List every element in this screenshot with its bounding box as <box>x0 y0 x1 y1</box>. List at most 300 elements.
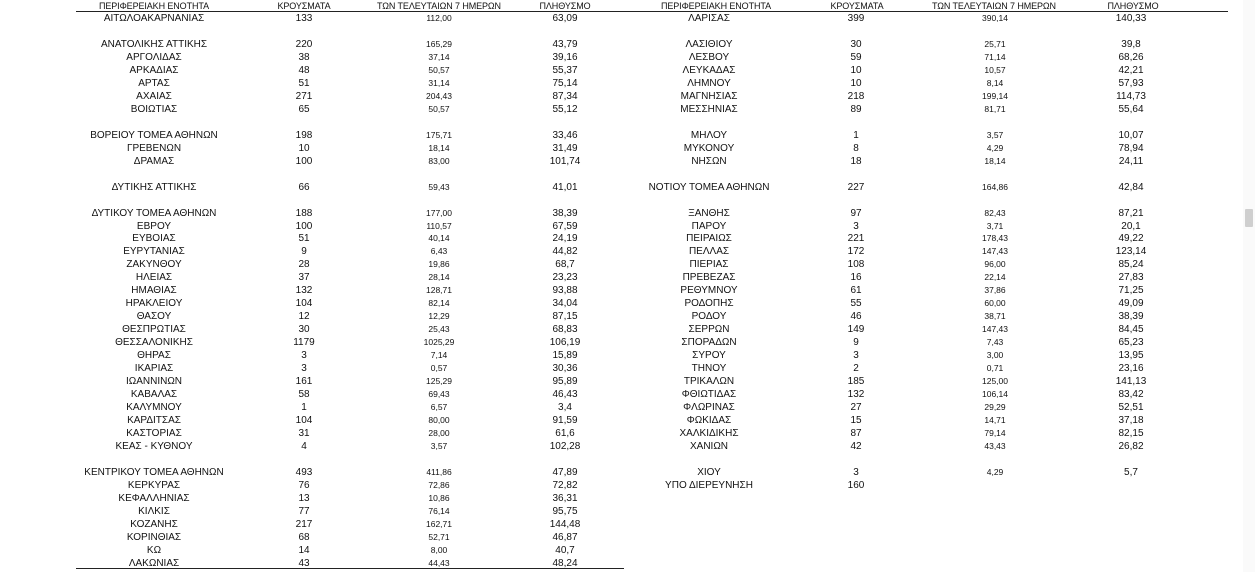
region-name: ΘΑΣΟΥ <box>136 311 172 323</box>
last7-value: 60,00 <box>984 298 1006 309</box>
population-value: 23,23 <box>552 272 578 284</box>
last7-value: 50,57 <box>428 64 450 75</box>
cases-value: 55 <box>850 298 862 310</box>
table-row <box>0 245 1240 258</box>
population-value: 72,82 <box>552 479 578 491</box>
population-value: 67,59 <box>552 220 578 232</box>
table-row <box>0 271 1240 284</box>
table-row <box>0 375 1240 388</box>
table-row <box>0 232 1240 245</box>
last7-value: 147,43 <box>982 246 1008 257</box>
population-value: 43,79 <box>552 38 578 50</box>
last7-value: 31,14 <box>428 77 450 88</box>
region-name: ΚΑΡΔΙΤΣΑΣ <box>127 415 181 427</box>
last7-value: 3,57 <box>986 129 1004 140</box>
region-name: ΜΥΚΟΝΟΥ <box>683 142 735 154</box>
last7-value: 37,86 <box>984 285 1006 296</box>
last7-value: 28,14 <box>428 272 450 283</box>
region-name: ΚΟΖΑΝΗΣ <box>130 518 178 530</box>
population-value: 38,39 <box>1118 311 1144 323</box>
region-name: ΗΜΑΘΙΑΣ <box>131 285 177 297</box>
population-value: 106,19 <box>549 337 581 349</box>
region-name: ΛΑΚΩΝΙΑΣ <box>128 557 180 569</box>
population-value: 87,34 <box>552 90 578 102</box>
last7-value: 28,00 <box>428 428 450 439</box>
cases-value: 149 <box>847 324 865 336</box>
region-name: ΘΗΡΑΣ <box>137 350 171 362</box>
cases-value: 100 <box>295 155 313 167</box>
header-population-left: ΠΛΗΘΥΣΜΟ <box>539 1 591 11</box>
table-row <box>0 181 1240 194</box>
population-value: 82,15 <box>1118 428 1144 440</box>
table-row <box>0 155 1240 168</box>
table-row <box>0 323 1240 336</box>
cases-value: 12 <box>298 311 310 323</box>
population-value: 5,7 <box>1124 466 1138 478</box>
region-name: ΛΑΣΙΘΙΟΥ <box>685 38 733 50</box>
table-row <box>0 142 1240 155</box>
population-value: 15,89 <box>552 350 578 362</box>
population-value: 48,24 <box>552 557 578 569</box>
last7-value: 199,14 <box>982 90 1008 101</box>
cases-value: 9 <box>853 337 859 349</box>
table-row <box>0 297 1240 310</box>
population-value: 141,13 <box>1115 376 1147 388</box>
region-name: ΡΟΔΟΠΗΣ <box>684 298 734 310</box>
region-name: ΥΠΟ ΔΙΕΡΕΥΝΗΣΗ <box>665 479 753 491</box>
population-value: 30,36 <box>552 363 578 375</box>
population-value: 23,16 <box>1118 363 1144 375</box>
last7-value: 165,29 <box>426 38 452 49</box>
table-row <box>0 168 1240 181</box>
population-value: 52,51 <box>1118 402 1144 414</box>
cases-value: 9 <box>301 246 307 258</box>
population-value: 34,04 <box>552 298 578 310</box>
cases-value: 271 <box>295 90 313 102</box>
population-value: 37,18 <box>1118 415 1144 427</box>
population-value: 36,31 <box>552 492 578 504</box>
population-value: 78,94 <box>1118 142 1144 154</box>
cases-value: 8 <box>853 142 859 154</box>
population-value: 46,43 <box>552 389 578 401</box>
cases-value: 3 <box>853 220 859 232</box>
population-value: 39,8 <box>1121 38 1141 50</box>
region-name: ΠΕΛΛΑΣ <box>688 246 730 258</box>
region-name: ΧΑΝΙΩΝ <box>689 441 729 452</box>
population-value: 39,16 <box>552 51 578 63</box>
header-last7-left: ΤΩΝ ΤΕΛΕΥΤΑΙΩΝ 7 ΗΜΕΡΩΝ <box>377 1 501 11</box>
last7-value: 125,29 <box>426 376 452 387</box>
region-name: ΝΗΣΩΝ <box>691 155 727 167</box>
footer-underline <box>76 568 624 569</box>
last7-value: 12,29 <box>428 311 450 322</box>
last7-value: 10,86 <box>428 492 450 503</box>
region-name: ΖΑΚΥΝΘΟΥ <box>126 259 182 271</box>
table-row <box>0 544 1240 557</box>
population-value: 42,21 <box>1118 64 1144 76</box>
population-value: 24,19 <box>552 233 578 245</box>
last7-value: 59,43 <box>428 181 450 192</box>
last7-value: 69,43 <box>428 389 450 400</box>
last7-value: 19,86 <box>428 259 450 270</box>
population-value: 57,93 <box>1118 77 1144 89</box>
last7-value: 25,43 <box>428 324 450 335</box>
last7-value: 125,00 <box>982 376 1008 387</box>
last7-value: 43,43 <box>984 441 1006 451</box>
population-value: 31,49 <box>552 142 578 154</box>
table-row <box>0 401 1240 414</box>
cases-value: 43 <box>298 557 310 569</box>
region-name: ΣΥΡΟΥ <box>692 350 726 362</box>
region-name: ΛΑΡΙΣΑΣ <box>688 13 730 24</box>
last7-value: 76,14 <box>428 505 450 516</box>
cases-value: 217 <box>295 518 313 530</box>
last7-value: 0,71 <box>986 363 1004 374</box>
region-name: ΜΗΛΟΥ <box>690 129 728 141</box>
last7-value: 7,43 <box>986 337 1004 348</box>
region-name: ΚΩ <box>146 544 162 556</box>
last7-value: 10,57 <box>984 64 1006 75</box>
region-name: ΑΡΓΟΛΙΔΑΣ <box>126 51 182 63</box>
region-name: ΞΑΝΘΗΣ <box>688 207 730 219</box>
table-row <box>0 440 1240 453</box>
scrollbar-thumb[interactable] <box>1245 209 1253 227</box>
last7-value: 3,57 <box>430 441 448 451</box>
cases-value: 399 <box>847 13 865 24</box>
cases-value: 65 <box>298 103 310 115</box>
population-value: 68,7 <box>555 259 575 271</box>
cases-value: 14 <box>298 544 310 556</box>
last7-value: 83,00 <box>428 155 450 166</box>
table-row <box>0 25 1240 38</box>
population-value: 87,15 <box>552 311 578 323</box>
population-value: 26,82 <box>1118 441 1144 452</box>
region-name: ΙΩΑΝΝΙΝΩΝ <box>125 376 183 388</box>
population-value: 101,74 <box>549 155 581 167</box>
region-name: ΑΡΚΑΔΙΑΣ <box>129 64 179 76</box>
last7-value: 204,43 <box>426 90 452 101</box>
region-name: ΔΡΑΜΑΣ <box>133 155 175 167</box>
last7-value: 79,14 <box>984 428 1006 439</box>
region-name: ΑΧΑΙΑΣ <box>136 90 172 102</box>
last7-value: 177,00 <box>426 207 452 218</box>
header-last7-right: ΤΩΝ ΤΕΛΕΥΤΑΙΩΝ 7 ΗΜΕΡΩΝ <box>932 1 1056 11</box>
last7-value: 3,71 <box>986 220 1004 231</box>
cases-value: 3 <box>301 363 307 375</box>
scrollbar-track[interactable] <box>1243 0 1255 572</box>
table-row <box>0 12 1240 25</box>
cases-value: 58 <box>298 389 310 401</box>
region-name: ΤΡΙΚΑΛΩΝ <box>683 376 735 388</box>
cases-value: 37 <box>298 272 310 284</box>
cases-value: 51 <box>298 77 310 89</box>
region-name: ΕΥΒΟΙΑΣ <box>132 233 176 245</box>
cases-value: 218 <box>847 90 865 102</box>
region-name: ΑΡΤΑΣ <box>138 77 170 89</box>
last7-value: 4,29 <box>986 142 1004 153</box>
region-name: ΙΚΑΡΙΑΣ <box>134 363 174 375</box>
table-row <box>0 518 1240 531</box>
region-name: ΧΑΛΚΙΔΙΚΗΣ <box>679 428 739 440</box>
cases-value: 132 <box>295 285 313 297</box>
region-name: ΣΕΡΡΩΝ <box>688 324 730 336</box>
last7-value: 40,14 <box>428 233 450 244</box>
table-row <box>0 531 1240 544</box>
population-value: 87,21 <box>1118 207 1144 219</box>
population-value: 55,37 <box>552 64 578 76</box>
last7-value: 82,14 <box>428 298 450 309</box>
last7-value: 71,14 <box>984 51 1006 62</box>
cases-value: 30 <box>298 324 310 336</box>
cases-value: 31 <box>298 428 310 440</box>
cases-value: 220 <box>295 38 313 50</box>
last7-value: 1025,29 <box>423 337 455 348</box>
population-value: 102,28 <box>549 441 581 452</box>
cases-value: 76 <box>298 479 310 491</box>
table-row <box>0 51 1240 64</box>
table-row <box>0 90 1240 103</box>
cases-value: 30 <box>850 38 862 50</box>
region-name: ΒΟΡΕΙΟΥ ΤΟΜΕΑ ΑΘΗΝΩΝ <box>90 129 218 141</box>
region-name: ΠΑΡΟΥ <box>691 220 727 232</box>
last7-value: 128,71 <box>426 285 452 296</box>
region-name: ΗΛΕΙΑΣ <box>135 272 173 284</box>
cases-value: 97 <box>850 207 862 219</box>
region-name: ΓΡΕΒΕΝΩΝ <box>126 142 182 154</box>
region-name: ΛΕΥΚΑΔΑΣ <box>682 64 736 76</box>
cases-value: 68 <box>298 531 310 543</box>
cases-value: 172 <box>847 246 865 258</box>
cases-value: 42 <box>850 441 862 452</box>
last7-value: 8,14 <box>986 77 1004 88</box>
cases-value: 10 <box>850 64 862 76</box>
population-value: 41,01 <box>552 181 578 193</box>
region-name: ΚΕΡΚΥΡΑΣ <box>127 479 181 491</box>
population-value: 55,64 <box>1118 103 1144 115</box>
table-row <box>0 220 1240 233</box>
region-name: ΚΙΛΚΙΣ <box>138 505 170 517</box>
last7-value: 8,00 <box>430 544 448 555</box>
cases-value: 28 <box>298 259 310 271</box>
last7-value: 22,14 <box>984 272 1006 283</box>
cases-value: 10 <box>850 77 862 89</box>
table-row <box>0 388 1240 401</box>
region-name: ΠΙΕΡΙΑΣ <box>689 259 729 271</box>
cases-value: 89 <box>850 103 862 115</box>
population-value: 38,39 <box>552 207 578 219</box>
population-value: 91,59 <box>552 415 578 427</box>
population-value: 68,26 <box>1118 51 1144 63</box>
region-name: ΜΕΣΣΗΝΙΑΣ <box>680 103 738 115</box>
population-value: 3,4 <box>558 402 572 414</box>
last7-value: 112,00 <box>426 13 452 23</box>
population-value: 95,89 <box>552 376 578 388</box>
population-value: 84,45 <box>1118 324 1144 336</box>
last7-value: 7,14 <box>430 350 448 361</box>
table-row <box>0 77 1240 90</box>
last7-value: 14,71 <box>984 415 1006 426</box>
population-value: 123,14 <box>1115 246 1147 258</box>
cases-value: 3 <box>853 350 859 362</box>
population-value: 144,48 <box>549 518 581 530</box>
population-value: 114,73 <box>1116 90 1146 102</box>
region-name: ΝΟΤΙΟΥ ΤΟΜΕΑ ΑΘΗΝΩΝ <box>648 181 770 193</box>
last7-value: 164,86 <box>982 181 1008 192</box>
cases-value: 133 <box>295 13 313 24</box>
cases-value: 161 <box>295 376 313 388</box>
table-row <box>0 414 1240 427</box>
table-row <box>0 116 1240 129</box>
population-value: 140,33 <box>1115 13 1147 24</box>
table-row <box>0 362 1240 375</box>
cases-value: 59 <box>850 51 862 63</box>
population-value: 47,89 <box>552 466 578 478</box>
population-value: 63,09 <box>552 13 578 24</box>
population-value: 71,25 <box>1118 285 1144 297</box>
cases-value: 493 <box>295 466 313 478</box>
region-name: ΜΑΓΝΗΣΙΑΣ <box>680 90 738 102</box>
cases-value: 104 <box>295 415 313 427</box>
population-value: 33,46 <box>552 129 578 141</box>
cases-value: 2 <box>853 363 859 375</box>
table-row <box>0 284 1240 297</box>
table-row <box>0 258 1240 271</box>
last7-value: 72,86 <box>428 479 450 490</box>
region-name: ΚΕΝΤΡΙΚΟΥ ΤΟΜΕΑ ΑΘΗΝΩΝ <box>84 466 224 478</box>
last7-value: 4,29 <box>986 466 1004 477</box>
population-value: 75,14 <box>552 77 578 89</box>
last7-value: 82,43 <box>984 207 1006 218</box>
population-value: 55,12 <box>552 103 578 115</box>
region-name: ΡΕΘΥΜΝΟΥ <box>680 285 738 297</box>
population-value: 27,83 <box>1118 272 1144 284</box>
last7-value: 44,43 <box>428 557 450 568</box>
cases-value: 16 <box>850 272 862 284</box>
population-value: 95,75 <box>552 505 578 517</box>
last7-value: 18,14 <box>428 142 450 153</box>
population-value: 68,83 <box>552 324 578 336</box>
cases-value: 61 <box>850 285 862 297</box>
cases-value: 104 <box>295 298 313 310</box>
last7-value: 50,57 <box>428 103 450 114</box>
last7-value: 110,57 <box>426 220 452 231</box>
cases-value: 188 <box>295 207 313 219</box>
region-name: ΔΥΤΙΚΗΣ ΑΤΤΙΚΗΣ <box>111 181 197 193</box>
header-cases-right: ΚΡΟΥΣΜΑΤΑ <box>830 1 884 11</box>
region-name: ΑΙΤΩΛΟΑΚΑΡΝΑΝΙΑΣ <box>103 13 205 24</box>
region-name: ΘΕΣΠΡΩΤΙΑΣ <box>122 324 186 336</box>
last7-value: 411,86 <box>426 466 452 477</box>
cases-value: 132 <box>847 389 865 401</box>
header-region-left: ΠΕΡΙΦΕΡΕΙΑΚΗ ΕΝΟΤΗΤΑ <box>98 1 210 11</box>
population-value: 42,84 <box>1118 181 1144 193</box>
region-name: ΚΕΑΣ - ΚΥΘΝΟΥ <box>115 441 193 452</box>
last7-value: 29,29 <box>984 402 1006 413</box>
cases-value: 46 <box>850 311 862 323</box>
table-row <box>0 453 1240 466</box>
population-value: 65,23 <box>1118 337 1144 349</box>
table-row <box>0 479 1240 492</box>
last7-value: 81,71 <box>984 103 1006 114</box>
table-row <box>0 194 1240 207</box>
table-row <box>0 505 1240 518</box>
cases-value: 1 <box>301 402 307 414</box>
cases-value: 87 <box>850 428 862 440</box>
region-name: ΚΑΣΤΟΡΙΑΣ <box>126 428 182 440</box>
cases-value: 160 <box>847 479 865 491</box>
cases-value: 185 <box>847 376 865 388</box>
last7-value: 3,00 <box>986 350 1004 361</box>
last7-value: 162,71 <box>426 518 452 529</box>
region-name: ΛΕΣΒΟΥ <box>688 51 730 63</box>
cases-value: 3 <box>853 466 859 478</box>
cases-value: 18 <box>850 155 862 167</box>
cases-value: 27 <box>850 402 862 414</box>
cases-value: 221 <box>847 233 865 245</box>
last7-value: 106,14 <box>982 389 1008 400</box>
region-name: ΦΩΚΙΔΑΣ <box>686 415 732 427</box>
last7-value: 175,71 <box>426 129 452 140</box>
population-value: 49,09 <box>1118 298 1144 310</box>
region-name: ΠΡΕΒΕΖΑΣ <box>682 272 736 284</box>
region-name: ΦΛΩΡΙΝΑΣ <box>683 402 735 414</box>
last7-value: 390,14 <box>982 13 1008 23</box>
population-value: 40,7 <box>555 544 575 556</box>
table-row <box>0 64 1240 77</box>
population-value: 61,6 <box>555 428 575 440</box>
table-row <box>0 492 1240 505</box>
region-name: ΚΟΡΙΝΘΙΑΣ <box>126 531 182 543</box>
region-name: ΒΟΙΩΤΙΑΣ <box>130 103 178 115</box>
population-value: 44,82 <box>552 246 578 258</box>
last7-value: 52,71 <box>428 531 450 542</box>
last7-value: 25,71 <box>984 38 1006 49</box>
cases-value: 77 <box>298 505 310 517</box>
region-name: ΚΑΒΑΛΑΣ <box>130 389 178 401</box>
last7-value: 18,14 <box>984 155 1006 166</box>
cases-value: 1179 <box>293 337 315 349</box>
region-name: ΘΕΣΣΑΛΟΝΙΚΗΣ <box>115 337 193 349</box>
header-population-right: ΠΛΗΘΥΣΜΟ <box>1107 1 1159 11</box>
population-value: 20,1 <box>1121 220 1141 232</box>
region-name: ΕΥΡΥΤΑΝΙΑΣ <box>123 246 185 258</box>
region-name: ΕΒΡΟΥ <box>136 220 172 232</box>
last7-value: 37,14 <box>428 51 450 62</box>
region-name: ΣΠΟΡΑΔΩΝ <box>681 337 737 349</box>
table-row <box>0 466 1240 479</box>
cases-value: 48 <box>298 64 310 76</box>
table-row <box>0 349 1240 362</box>
table-row <box>0 129 1240 142</box>
region-name: ΗΡΑΚΛΕΙΟΥ <box>125 298 183 310</box>
last7-value: 38,71 <box>984 311 1006 322</box>
last7-value: 0,57 <box>430 363 448 374</box>
cases-value: 13 <box>298 492 310 504</box>
region-name: ΑΝΑΤΟΛΙΚΗΣ ΑΤΤΙΚΗΣ <box>100 38 208 50</box>
population-value: 85,24 <box>1118 259 1144 271</box>
table-row <box>0 103 1240 116</box>
table-row <box>0 336 1240 349</box>
cases-value: 108 <box>847 259 865 271</box>
last7-value: 96,00 <box>984 259 1006 270</box>
region-name: ΡΟΔΟΥ <box>691 311 727 323</box>
cases-value: 51 <box>298 233 310 245</box>
cases-value: 3 <box>301 350 307 362</box>
cases-value: 4 <box>301 441 307 452</box>
population-value: 46,87 <box>552 531 578 543</box>
table-row <box>0 310 1240 323</box>
header-cases-left: ΚΡΟΥΣΜΑΤΑ <box>277 1 331 11</box>
